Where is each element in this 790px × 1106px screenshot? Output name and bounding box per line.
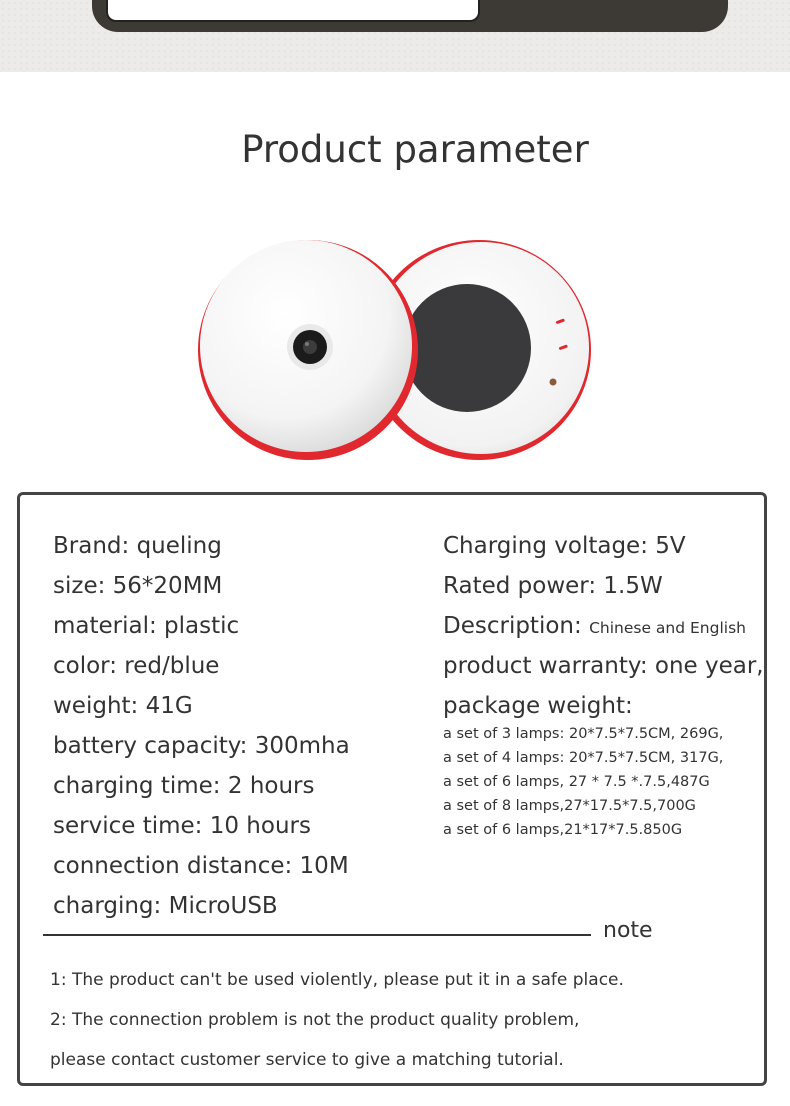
product-image: [192, 232, 592, 472]
note-item: please contact customer service to give a matching tutorial.: [50, 1050, 564, 1070]
spec-warranty: product warranty: one year,: [443, 653, 764, 679]
spec-description: [443, 606, 764, 646]
spec-list-right: [443, 526, 764, 726]
spec-description-value: Chinese and English: [589, 619, 746, 637]
spec-charging: charging: MicroUSB: [53, 893, 278, 919]
spec-material: material: plastic: [53, 613, 240, 639]
spec-size: size: 56*20MM: [53, 573, 223, 599]
package-weight-item: a set of 4 lamps: 20*7.5*7.5CM, 317G,: [443, 750, 724, 766]
spec-brand: Brand: queling: [53, 533, 222, 559]
note-divider: [43, 934, 591, 936]
spec-description-label: Description:: [443, 613, 582, 639]
spec-weight: weight: 41G: [53, 693, 193, 719]
note-item: 2: The connection problem is not the product quality problem,: [50, 1010, 580, 1030]
page-title: Product parameter: [241, 128, 589, 171]
package-weight-list: [443, 722, 723, 842]
package-weight-item: a set of 6 lamps,21*17*7.5.850G: [443, 822, 683, 838]
note-item: 1: The product can't be used violently, please put it in a safe place.: [50, 970, 624, 990]
note-label: note: [603, 918, 653, 943]
spec-battery-capacity: battery capacity: 300mha: [53, 733, 350, 759]
spec-rated-power: Rated power: 1.5W: [443, 573, 663, 599]
package-weight-item: a set of 6 lamps, 27 * 7.5 *.7.5,487G: [443, 774, 710, 790]
spec-list-left: [53, 526, 350, 926]
package-weight-item: a set of 3 lamps: 20*7.5*7.5CM, 269G,: [443, 726, 724, 742]
spec-service-time: service time: 10 hours: [53, 813, 311, 839]
spec-charging-time: charging time: 2 hours: [53, 773, 315, 799]
package-weight-item: a set of 8 lamps,27*17.5*7.5,700G: [443, 798, 696, 814]
spec-connection-distance: connection distance: 10M: [53, 853, 349, 879]
banner-white-panel: [106, 0, 480, 22]
notes-list: [50, 960, 624, 1080]
spec-charging-voltage: Charging voltage: 5V: [443, 533, 686, 559]
top-banner: [0, 0, 790, 72]
spec-color: color: red/blue: [53, 653, 220, 679]
spec-package-weight-label: package weight:: [443, 693, 633, 719]
